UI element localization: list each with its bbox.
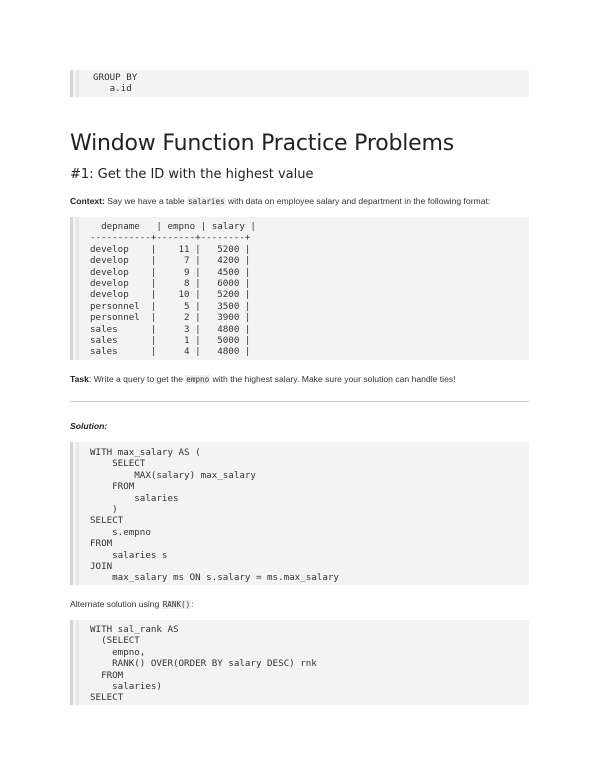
section-divider xyxy=(70,401,529,402)
context-paragraph xyxy=(70,196,490,206)
code-line: SELECT xyxy=(90,515,124,527)
code-line: FROM xyxy=(90,481,135,493)
code-line: MAX(salary) max_salary xyxy=(90,469,256,481)
code-line: SELECT xyxy=(90,692,124,704)
table-line: develop | 8 | 6000 | xyxy=(90,278,251,290)
context-label: Context: xyxy=(70,196,105,206)
table-line: personnel | 5 | 3500 | xyxy=(90,300,251,312)
table-line: personnel | 2 | 3900 | xyxy=(90,312,251,324)
code-line: s.empno xyxy=(90,526,151,538)
task-text-after: with the highest salary. Make sure your solution can handle ties! xyxy=(212,374,456,384)
table-line: develop | 7 | 4200 | xyxy=(90,255,251,267)
code-line: JOIN xyxy=(90,561,113,573)
code-block-salaries-table xyxy=(70,217,529,360)
code-block-alternate-solution xyxy=(70,620,529,705)
code-line: a.id xyxy=(93,83,132,95)
task-label: Task xyxy=(70,374,89,384)
table-line: develop | 10 | 5200 | xyxy=(90,289,251,301)
code-line: RANK() OVER(ORDER BY salary DESC) rnk xyxy=(90,658,317,670)
table-line: sales | 4 | 4800 | xyxy=(90,346,251,358)
context-text-before: Say we have a table xyxy=(107,196,185,206)
code-line: salaries) xyxy=(90,681,162,693)
code-line: ) xyxy=(90,504,118,516)
code-line: SELECT xyxy=(90,458,146,470)
table-line: sales | 1 | 5000 | xyxy=(90,335,251,347)
inline-code-empno: empno xyxy=(186,375,210,384)
task-paragraph xyxy=(70,374,456,384)
code-line: empno, xyxy=(90,646,146,658)
code-block-group-by xyxy=(70,70,529,97)
alternate-text-after: : xyxy=(191,599,194,609)
inline-code-salaries: salaries xyxy=(188,197,225,206)
code-line: FROM xyxy=(90,669,124,681)
table-line: develop | 11 | 5200 | xyxy=(90,243,251,255)
code-line: WITH max_salary AS ( xyxy=(90,447,201,458)
table-line: develop | 9 | 4500 | xyxy=(90,266,251,278)
alternate-paragraph xyxy=(70,599,194,609)
task-text-before: : Write a query to get the xyxy=(88,374,183,384)
code-line: FROM xyxy=(90,538,113,550)
code-line: salaries s xyxy=(90,549,168,561)
code-block-solution xyxy=(70,442,529,585)
table-line: sales | 3 | 4800 | xyxy=(90,323,251,335)
page-heading: Window Function Practice Problems xyxy=(70,131,454,156)
code-line: salaries xyxy=(90,492,179,504)
code-line: (SELECT xyxy=(90,635,140,647)
code-line: WITH sal_rank AS xyxy=(90,624,179,635)
inline-code-rank: RANK() xyxy=(162,600,191,609)
context-text-after: with data on employee salary and department in the following format: xyxy=(228,196,491,206)
code-line: GROUP BY xyxy=(93,72,138,83)
problem-title: #1: Get the ID with the highest value xyxy=(70,167,314,182)
code-line: max_salary ms ON s.salary = ms.max_salary xyxy=(90,572,339,584)
solution-label: Solution: xyxy=(70,421,108,431)
table-line: depname | empno | salary | xyxy=(90,221,256,232)
alternate-text-before: Alternate solution using xyxy=(70,599,160,609)
table-line: -----------+-------+--------+ xyxy=(90,232,251,244)
